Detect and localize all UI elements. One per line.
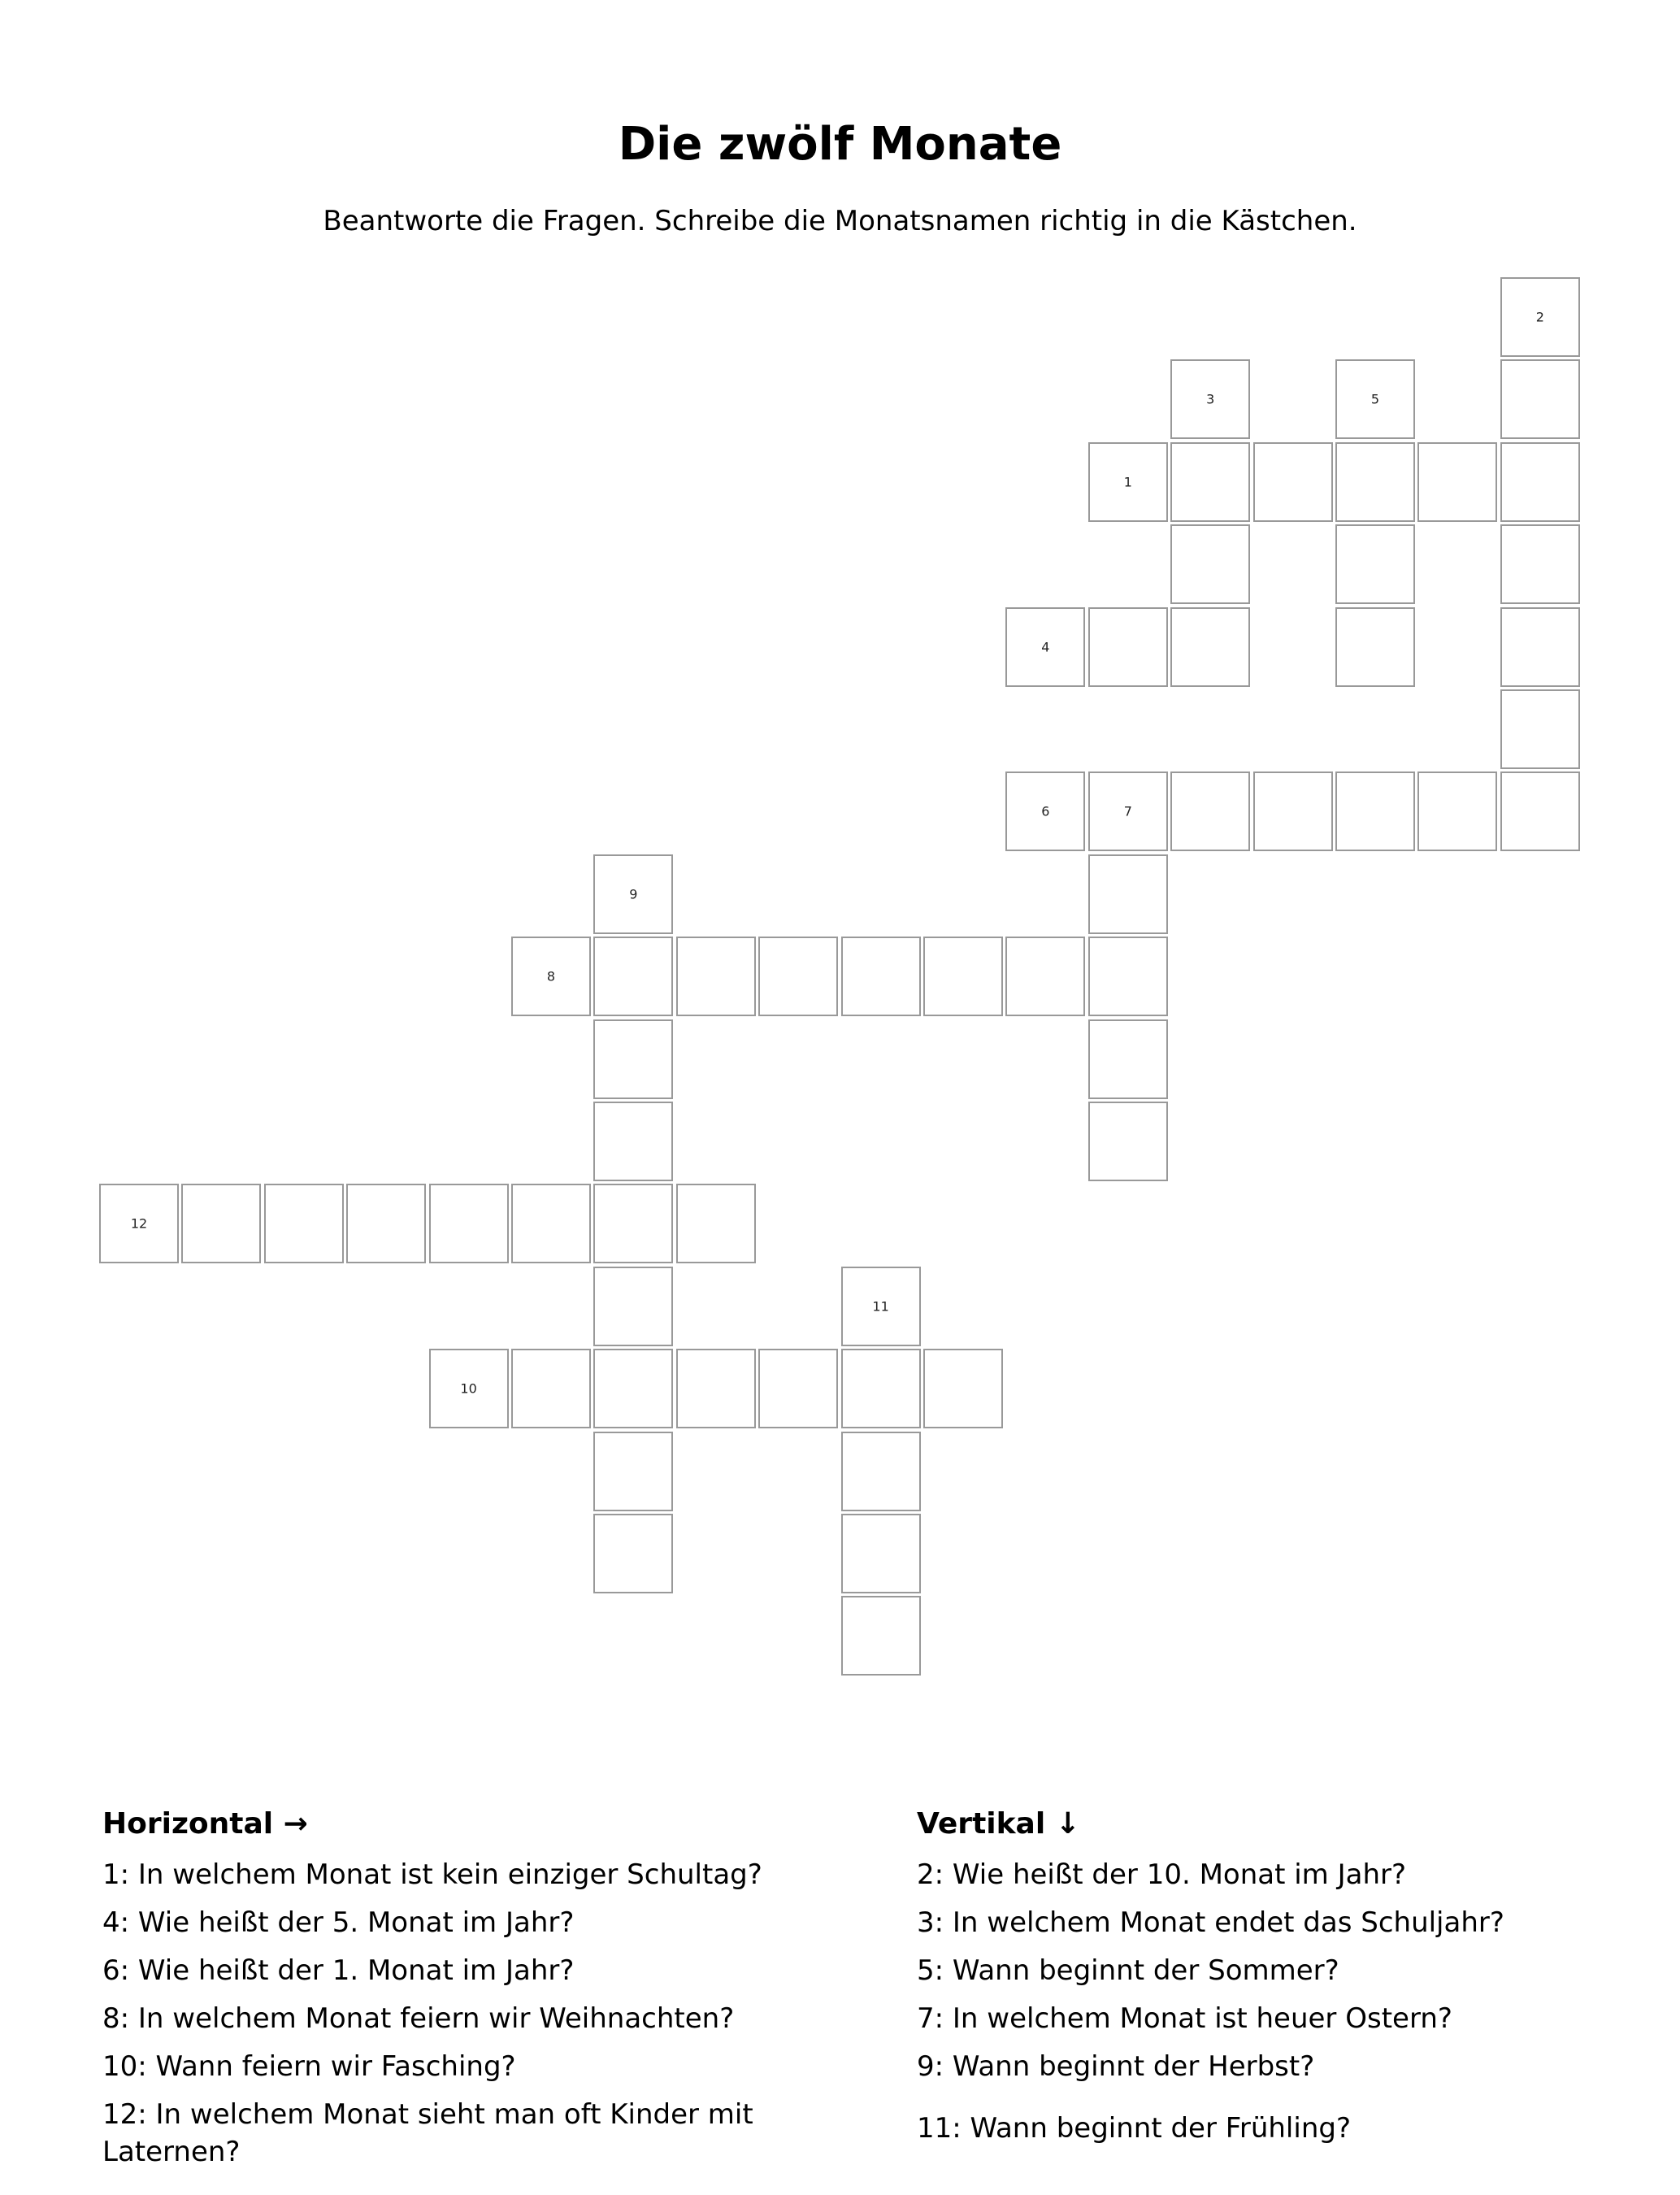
crossword-cell[interactable] (429, 1349, 509, 1428)
crossword-cell[interactable] (841, 1267, 921, 1346)
crossword-cell[interactable] (1335, 607, 1415, 687)
crossword-cell[interactable] (593, 1184, 673, 1263)
crossword-cell[interactable] (1170, 359, 1250, 439)
crossword-cell[interactable] (1088, 1019, 1168, 1099)
crossword-cell[interactable] (593, 937, 673, 1016)
crossword-cell[interactable] (841, 1514, 921, 1593)
crossword-cell[interactable] (1417, 772, 1497, 851)
crossword-cell[interactable] (593, 854, 673, 934)
crossword-cell[interactable] (511, 1184, 591, 1263)
crossword-cell[interactable] (1335, 772, 1415, 851)
crossword-cell[interactable] (676, 937, 756, 1016)
crossword-cell[interactable] (1170, 442, 1250, 522)
crossword-cell[interactable] (511, 1349, 591, 1428)
clue-number: 8 (546, 968, 556, 984)
crossword-cell[interactable] (1005, 937, 1085, 1016)
crossword-cell[interactable] (1335, 442, 1415, 522)
crossword-cell[interactable] (676, 1184, 756, 1263)
crossword-cell[interactable] (1005, 772, 1085, 851)
crossword-cell[interactable] (1088, 607, 1168, 687)
crossword-cell[interactable] (593, 1514, 673, 1593)
vertical-clue: 3: In welchem Monat endet das Schuljahr? (917, 1906, 1504, 1939)
clue-number: 7 (1123, 803, 1132, 819)
crossword-cell[interactable] (1088, 854, 1168, 934)
crossword-cell[interactable] (1500, 359, 1580, 439)
crossword-cell[interactable] (1500, 442, 1580, 522)
horizontal-clues (102, 1801, 850, 2181)
crossword-cell[interactable] (1088, 937, 1168, 1016)
crossword-cell[interactable] (1170, 524, 1250, 604)
crossword-cell[interactable] (1500, 772, 1580, 851)
crossword-cell[interactable] (1335, 524, 1415, 604)
horizontal-clue: 4: Wie heißt der 5. Monat im Jahr? (102, 1906, 575, 1939)
horizontal-clue: 12: In welchem Monat sieht man oft Kinder mit Laternen? (102, 2098, 753, 2168)
crossword-cell[interactable] (346, 1184, 426, 1263)
crossword-cell[interactable] (1500, 277, 1580, 357)
clue-number: 1 (1123, 474, 1132, 490)
crossword-cell[interactable] (758, 937, 838, 1016)
crossword-cell[interactable] (264, 1184, 344, 1263)
clue-number: 3 (1206, 391, 1215, 407)
crossword-cell[interactable] (593, 1432, 673, 1511)
crossword-cell[interactable] (1335, 359, 1415, 439)
horizontal-clue: 10: Wann feiern wir Fasching? (102, 2050, 516, 2083)
clue-number: 6 (1041, 803, 1050, 819)
crossword-cell[interactable] (1500, 607, 1580, 687)
crossword-cell[interactable] (1253, 772, 1333, 851)
crossword-cell[interactable] (923, 1349, 1003, 1428)
crossword-cell[interactable] (99, 1184, 179, 1263)
horizontal-clue: 8: In welchem Monat feiern wir Weihnachten? (102, 2002, 735, 2035)
crossword-cell[interactable] (593, 1102, 673, 1181)
clue-number: 5 (1370, 391, 1380, 407)
clue-number: 11 (872, 1298, 889, 1315)
clue-number: 12 (130, 1215, 148, 1232)
vertical-clues (917, 1801, 1665, 2158)
vertical-clue: 7: In welchem Monat ist heuer Ostern? (917, 2002, 1452, 2035)
clue-number: 2 (1535, 309, 1544, 325)
crossword-cell[interactable] (1170, 772, 1250, 851)
crossword-cell[interactable] (1088, 1102, 1168, 1181)
crossword-cell[interactable] (1417, 442, 1497, 522)
crossword-cell[interactable] (593, 1267, 673, 1346)
crossword-cell[interactable] (841, 1349, 921, 1428)
horizontal-heading: Horizontal → (102, 1807, 308, 1841)
vertical-heading: Vertikal ↓ (917, 1807, 1080, 1841)
crossword-cell[interactable] (511, 937, 591, 1016)
crossword-cell[interactable] (841, 1596, 921, 1676)
page-title: Die zwölf Monate (618, 118, 1062, 171)
crossword-cell[interactable] (1500, 689, 1580, 769)
crossword-cell[interactable] (181, 1184, 261, 1263)
crossword-cell[interactable] (593, 1019, 673, 1099)
crossword-cell[interactable] (1088, 772, 1168, 851)
vertical-clue: 2: Wie heißt der 10. Monat im Jahr? (917, 1858, 1407, 1891)
crossword-cell[interactable] (1500, 524, 1580, 604)
horizontal-clue: 6: Wie heißt der 1. Monat im Jahr? (102, 1954, 575, 1987)
crossword-cell[interactable] (676, 1349, 756, 1428)
crossword-cell[interactable] (429, 1184, 509, 1263)
horizontal-clue: 1: In welchem Monat ist kein einziger Schultag? (102, 1858, 762, 1891)
crossword-cell[interactable] (593, 1349, 673, 1428)
clue-number: 10 (460, 1380, 477, 1397)
crossword-cell[interactable] (1253, 442, 1333, 522)
vertical-clue: 11: Wann beginnt der Frühling? (917, 2112, 1351, 2145)
clue-number: 9 (629, 886, 638, 902)
vertical-clue: 9: Wann beginnt der Herbst? (917, 2050, 1315, 2083)
instructions: Beantworte die Fragen. Schreibe die Monatsnamen richtig in die Kästchen. (323, 205, 1357, 237)
crossword-cell[interactable] (758, 1349, 838, 1428)
crossword-cell[interactable] (1088, 442, 1168, 522)
crossword-cell[interactable] (923, 937, 1003, 1016)
clue-number: 4 (1041, 639, 1050, 655)
crossword-cell[interactable] (1005, 607, 1085, 687)
crossword-cell[interactable] (841, 1432, 921, 1511)
crossword-cell[interactable] (1170, 607, 1250, 687)
crossword-cell[interactable] (841, 937, 921, 1016)
vertical-clue: 5: Wann beginnt der Sommer? (917, 1954, 1339, 1987)
